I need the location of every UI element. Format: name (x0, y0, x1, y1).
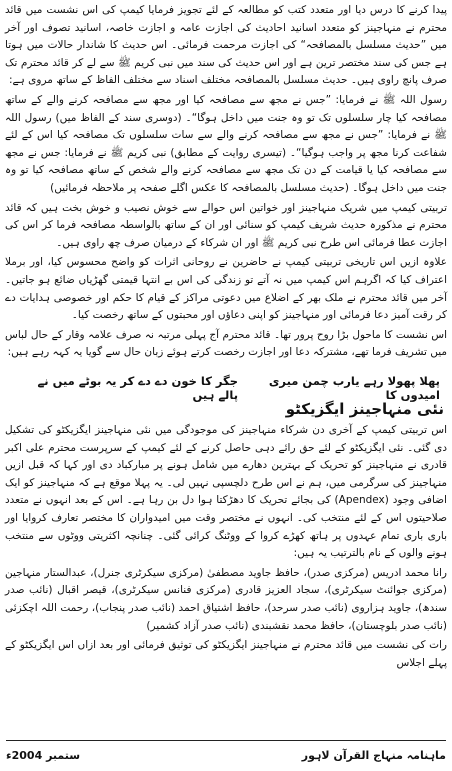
issue-date: ستمبر 2004ء (6, 748, 81, 762)
paragraph-spiritual-impact: علاوہ ازیں اس تاریخی تربیتی کیمپ نے حاضرین نے روحانی اثرات کو واضح محسوس کیا، اور برملا اعتراف کیا کہ اگرہم اس کیمپ میں نہ آتے تو زندگی کی اس بے انتہا قیمتی گھڑیاں ضائع ہو جاتیں۔ آخر میں قائد محترم نے ملک بھر کے اضلاع میں دعوتی مراکز کے قیام کا حکم اور خصوصی ہدایات دے کر رقت آمیز دعا فرمائی اور منہاجینز کو اپنی دعاؤں اور محبتوں کے ساتھ رخصت کیا۔ (5, 256, 447, 322)
paragraph-night-session: رات کی نشست میں قائد محترم نے منہاجینز ایگزیکٹو کی توثیق فرمائی اور بعد ازاں اس ایگزیکٹو کے پہلے اجلاس (5, 639, 447, 669)
couplet-line-second: جگر کا خون دے دے کر یہ بوٹے میں نے پالے ہیں (37, 374, 239, 402)
couplet-line-first: پھلا پھولا رہے یارب چمن میری امیدوں کا (268, 374, 440, 402)
article-body-top (5, 2, 447, 364)
footer-divider (6, 740, 446, 741)
magazine-name: ماہنامہ منہاج القرآن لاہور (301, 748, 446, 762)
paragraph-elected-members: رانا محمد ادریس (مرکزی صدر)، حافظ جاوید مصطفیٰ (مرکزی سیکرٹری جنرل)، عبدالستار منہاجین (مرکزی جوائنٹ سیکرٹری)، سجاد العزیز قادری (مرکزی فنانس سیکرٹری)، قیصر اقبال (نائب صدر سندھ)، جاوید ہزاروی (نائب صدر سرحد)، حافظ اشتیاق احمد (نائب صدر پنجاب)، رحمت اللہ اچکزئی (نائب صدر بلوچستان)، حافظ محمد نقشبندی (نائب صدر آزاد کشمیر) (5, 566, 447, 632)
page-footer (6, 744, 446, 766)
poetry-couplet (18, 374, 440, 402)
paragraph-participants-fortune: تربیتی کیمپ میں شریک منہاجینز اور خواتین اس حوالے سے خوش نصیب و خوش بخت ہیں کہ قائد محترم نے مذکورہ حدیث شریف کیمپ کو سنائی اور ان کے ساتھ بالواسطہ مصافحہ فرما کر اس کی اجازت عطا فرمائی اس طرح نبی کریم ﷺ اور ان شرکاء کے درمیان صرف چھ راوی ہیں۔ (5, 201, 447, 249)
paragraph-session-atmosphere: اس نشست کا ماحول بڑا روح پرور تھا۔ قائد محترم آج پہلی مرتبہ نہ صرف علامہ وقار کے حال لباس میں تشریف فرما تھے، مشترکہ دعا اور اجازت رخصت کرتے ہوئے زبان حال سے گویا یہ کہہ رہے ہیں: (5, 328, 447, 359)
paragraph-course-and-ijazah: پیدا کرنے کا درس دیا اور متعدد کتب کو مطالعہ کے لئے تجویز فرمایا کیمپ کی اس نشست میں قائد محترم نے منہاجینز کو متعدد اسانید احادیث کی اجازت عامہ و اجازت خاصہ، اسانید تصوف اور آخر میں ”حدیث مسلسل بالمصافحہ“ کی اجازت مرحمت فرمائی۔ اس حدیث کا شاندار حالات میں ہوتا ہے جس کی سند مختصر ترین ہے اور اس حدیث کی سند میں نبی کریم ﷺ سے لے کر قائد محترم تک صرف پانچ راوی ہیں۔ حدیث مسلسل بالمصافحہ مختلف اسناد سے مختلف الفاظ کے ساتھ مروی ہے: (5, 4, 447, 87)
article-body-bottom (5, 422, 447, 674)
paragraph-new-executive: اس تربیتی کیمپ کے آخری دن شرکاء منہاجینز کی موجودگی میں نئی منہاجینز ایگزیکٹو کی تشکیل دی گئی۔ نئی ایگزیکٹو کے لئے حق رائے دہی حاصل کرنے کے لئے کیمپ کے سرپرست محترم علی اکبر قادری نے منہاجینز کو تحریک کے بہترین دھارے میں شامل ہونے پر مبارکباد دی اور کہا کہ قبل ازیں منہاجینز کی سرگرمی میں، ہم نے اس طرح دلچسپی نہیں لی۔ یہ پہلا موقع ہے کہ منہاجینز کو ایک اضافی وجود (Apendex) کی بجائے تحریک کا دھڑکتا ہوا دل بن رہا ہے۔ اس کے بعد انہوں نے متعدد صلاحیتوں اس کے لئے منتخب کی۔ انہوں نے مختصر وقت میں امیدواران کا مختصر تعارف کروایا اور باری باری تمام عہدوں پر ہاتھ کھڑے کروا کے ووٹنگ کرائی گئی۔ چنانچہ اکثریتی ووٹوں سے منتخب ہونے والوں کے نام بالترتیب یہ ہیں: (5, 424, 447, 560)
paragraph-hadith-text: رسول اللہ ﷺ نے فرمایا: ”جس نے مجھ سے مصافحہ کیا اور مجھ سے مصافحہ کرنے والے کے ساتھ مصافحہ کیا چار سلسلوں تک تو وہ جنت میں داخل ہوگا“۔ (دوسری سند کے الفاظ میں) رسول اللہ ﷺ نے فرمایا: ”جس نے مجھ سے مصافحہ کرنے والے سے سات سلسلوں تک مصافحہ کیا اس کے لئے شفاعت کرنا مجھ پر واجب ہوگیا“۔ (تیسری روایت کے مطابق) نبی کریم ﷺ نے فرمایا: جس نے مجھ سے مصافحہ کیا یا قیامت کے دن تک مجھ سے مصافحہ کرنے والے شخص کے ساتھ مصافحہ کیا تو وہ جنت میں داخل ہوگا۔ (حدیث مسلسل بالمصافحہ کا عکس اگلے صفحہ پر ملاحظہ فرمائیں) (5, 93, 447, 194)
section-heading: نئی منہاجینز ایگزیکٹو (285, 400, 444, 418)
